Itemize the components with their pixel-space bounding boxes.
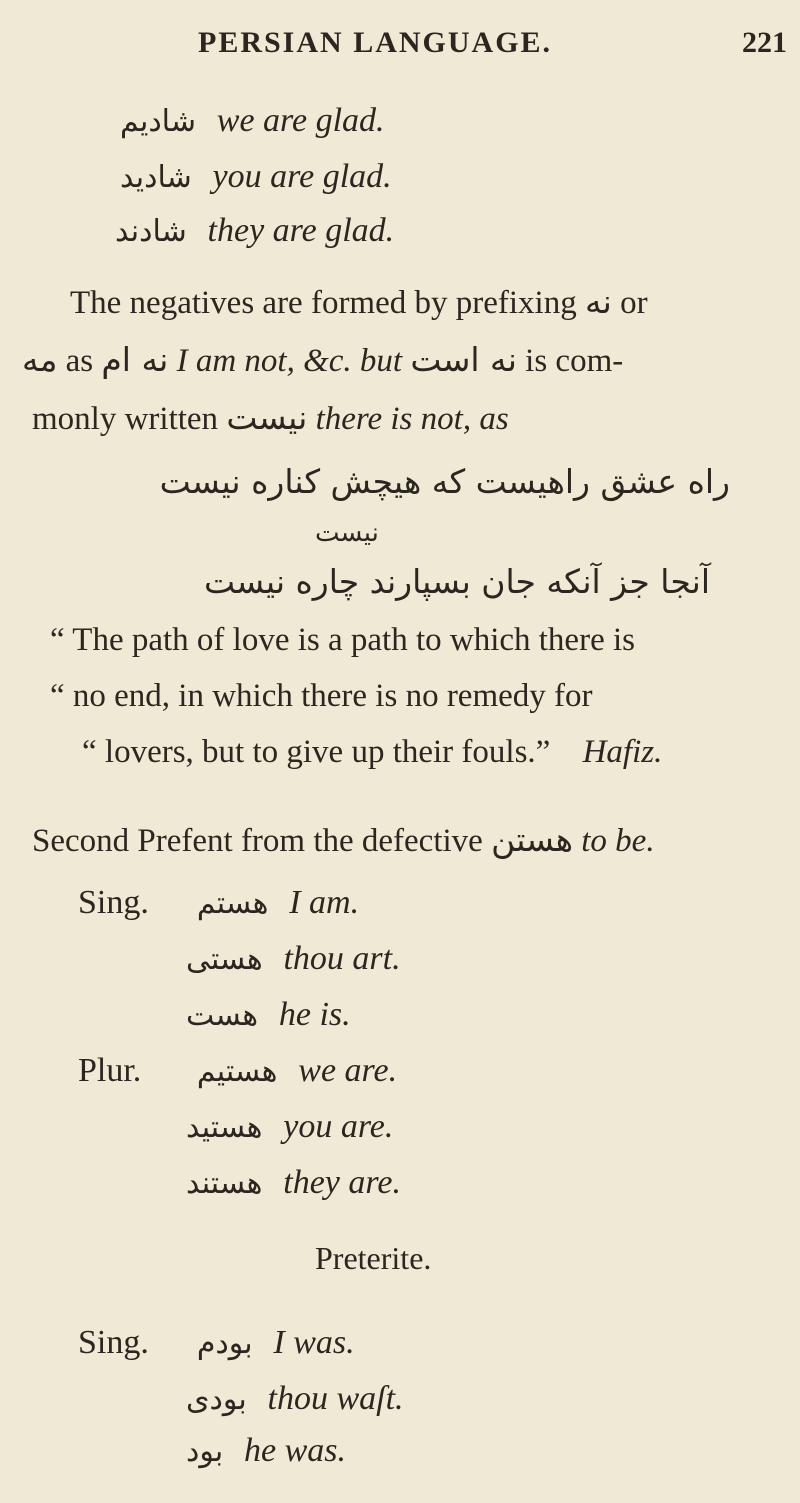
text: as [65, 343, 94, 379]
persian-word: شادید [120, 160, 192, 195]
persian-verb: هستن [491, 820, 573, 859]
quote-line-3 [82, 734, 662, 771]
persian-word: بودی [186, 1382, 247, 1417]
persian-word: هستید [186, 1110, 263, 1145]
number-label: Sing. [78, 1324, 149, 1361]
glad-row-we [120, 100, 385, 140]
persian-word: هستم [196, 886, 269, 921]
attribution: Hafiz. [582, 734, 663, 770]
english-gloss: you are. [283, 1108, 394, 1145]
persian-example: نه ام [101, 340, 169, 379]
persian-word: هست [186, 998, 259, 1033]
text: Second Prefent from the defective [32, 823, 483, 859]
english-gloss: we are. [298, 1052, 398, 1089]
persian-word: هستیم [196, 1054, 278, 1089]
page-header [0, 26, 800, 70]
number-label: Sing. [78, 884, 149, 921]
preterite-sing-1 [78, 1322, 355, 1362]
persian-example: نه است [410, 340, 517, 379]
text: monly written [32, 401, 219, 437]
present-plur-3 [186, 1162, 401, 1202]
english-gloss: to be. [581, 823, 655, 859]
second-prefent-heading [32, 820, 655, 860]
persian-word: هستی [186, 942, 263, 977]
english-gloss: I am not, &c. but [176, 343, 403, 379]
page-number: 221 [742, 26, 787, 59]
text: is com- [525, 343, 624, 379]
persian-prefix: مه [22, 340, 58, 379]
english-gloss: there is not, as [315, 401, 509, 437]
persian-word: شادیم [120, 104, 196, 139]
english-gloss: I was. [273, 1324, 355, 1361]
preterite-sing-3 [186, 1430, 346, 1470]
text: The negatives are formed by prefixing [70, 285, 577, 321]
number-label: Plur. [78, 1052, 142, 1089]
hafiz-persian-line-1: راه عشق راهیست که هیچش کناره نیست [159, 462, 730, 501]
english-gloss: we are glad. [216, 102, 385, 139]
negatives-line-3 [32, 398, 509, 438]
preterite-sing-2 [186, 1378, 404, 1418]
negatives-line-1 [70, 282, 648, 322]
english-gloss: thou art. [283, 940, 401, 977]
persian-word: نیست [226, 398, 308, 437]
negatives-line-2 [22, 340, 623, 380]
persian-word: بود [186, 1434, 224, 1469]
quote-line-1: “ The path of love is a path to which there is [50, 622, 635, 658]
english-gloss: thou waſt. [267, 1380, 404, 1417]
english-gloss: he was. [244, 1432, 347, 1469]
english-gloss: he is. [278, 996, 351, 1033]
persian-word: هستند [186, 1166, 263, 1201]
persian-word: بودم [196, 1326, 253, 1361]
running-title: PERSIAN LANGUAGE. [198, 26, 553, 59]
preterite-heading: Preterite. [315, 1240, 432, 1276]
text: “ lovers, but to give up their fouls.” [82, 734, 551, 770]
english-gloss: I am. [289, 884, 360, 921]
glad-row-they [115, 210, 394, 250]
english-gloss: you are glad. [212, 158, 392, 195]
glad-row-you [120, 156, 392, 196]
hafiz-persian-line-1b: نیست [315, 518, 379, 548]
present-plur-2 [186, 1106, 393, 1146]
english-gloss: they are. [283, 1164, 401, 1201]
english-gloss: they are glad. [207, 212, 395, 249]
persian-word: شادند [115, 214, 187, 249]
hafiz-persian-line-2: آنجا جز آنکه جان بسپارند چاره نیست [204, 562, 710, 601]
text: or [620, 285, 648, 321]
present-sing-3 [186, 994, 351, 1034]
quote-line-2: “ no end, in which there is no remedy for [50, 678, 593, 714]
present-sing-2 [186, 938, 401, 978]
persian-prefix: نه [584, 282, 612, 321]
present-sing-1 [78, 882, 359, 922]
present-plur-1 [78, 1050, 397, 1090]
